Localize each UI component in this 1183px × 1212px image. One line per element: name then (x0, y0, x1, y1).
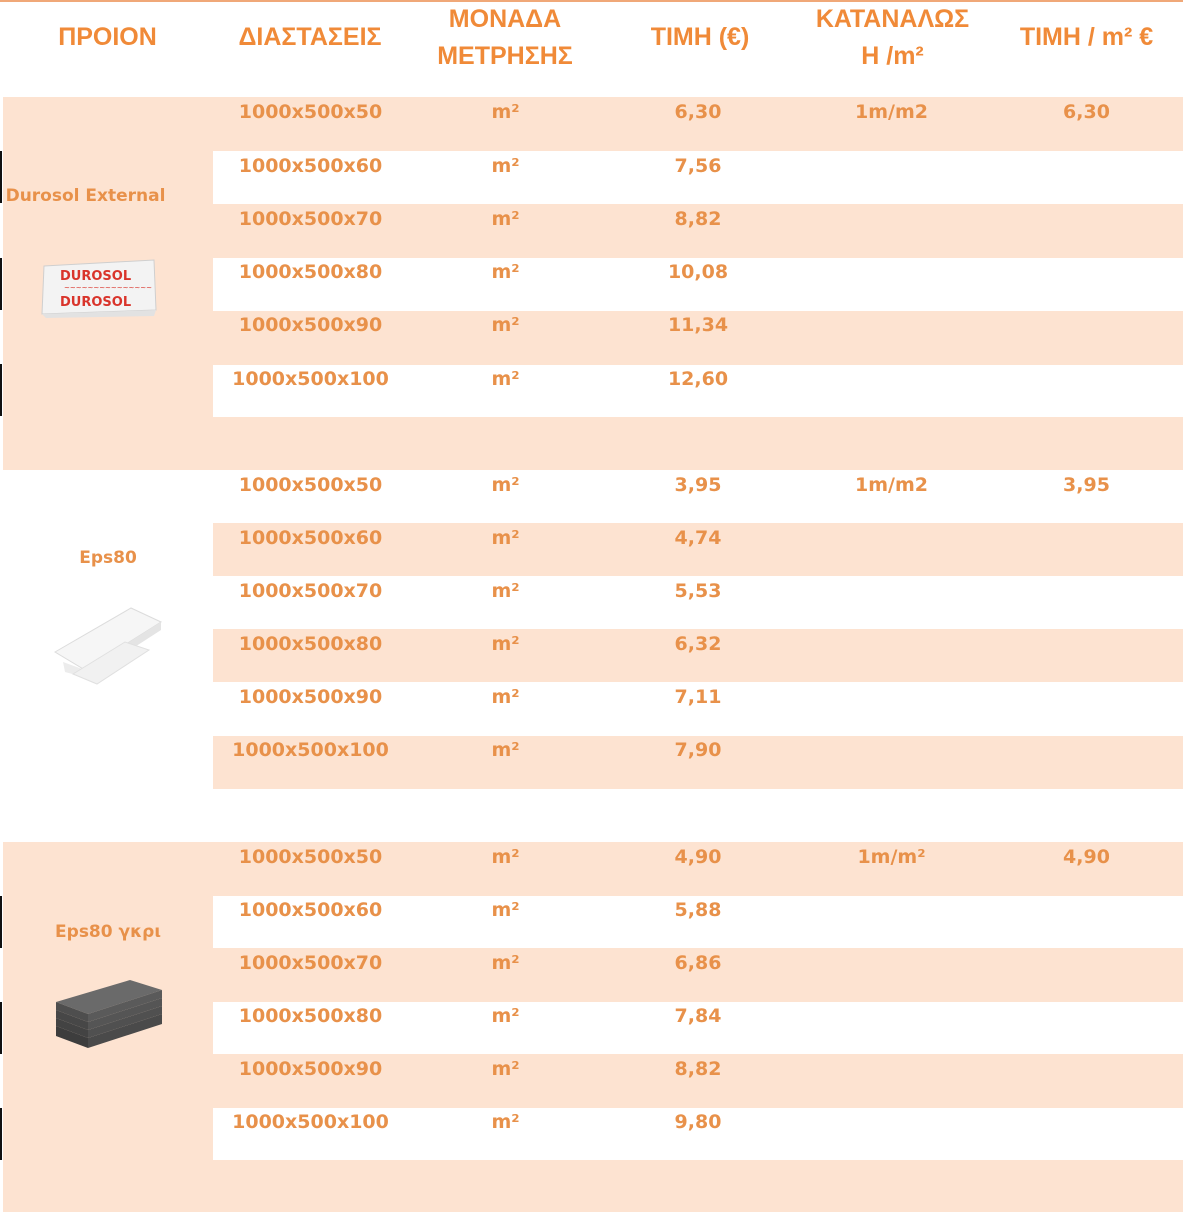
cell-price: 5,88 (674, 899, 722, 921)
cell-price: 4,74 (674, 527, 722, 549)
border-tick (0, 1108, 2, 1160)
cell-dimensions: 1000x500x70 (238, 208, 383, 230)
cell-dimensions: 1000x500x60 (238, 155, 383, 177)
cell-consumption: 1m/m2 (855, 101, 928, 123)
row-band (213, 417, 1183, 470)
cell-dimensions: 1000x500x90 (238, 314, 383, 336)
border-tick (0, 1002, 2, 1054)
cell-dimensions: 1000x500x80 (238, 1005, 383, 1027)
cell-unit: m² (491, 314, 520, 336)
cell-unit: m² (491, 368, 520, 390)
white-eps-boards-icon (45, 600, 165, 686)
cell-consumption: 1m/m2 (855, 474, 928, 496)
cell-unit: m² (491, 846, 520, 868)
cell-unit: m² (491, 1058, 520, 1080)
cell-unit: m² (491, 1111, 520, 1133)
cell-unit: m² (491, 261, 520, 283)
header-unit-line1: ΜΟΝΑΔΑ (448, 5, 562, 33)
cell-price: 6,30 (674, 101, 722, 123)
header-price: ΤΙΜΗ (€) (650, 23, 750, 51)
cell-unit: m² (491, 952, 520, 974)
durosol-package-icon (38, 258, 158, 320)
cell-price: 6,86 (674, 952, 722, 974)
cell-dimensions: 1000x500x80 (238, 261, 383, 283)
cell-price-per-m2: 3,95 (1063, 474, 1110, 496)
cell-price: 11,34 (667, 314, 729, 336)
header-unit-line2: ΜΕΤΡΗΣΗΣ (437, 42, 573, 70)
cell-dimensions: 1000x500x100 (232, 1111, 389, 1133)
cell-price: 7,11 (674, 686, 722, 708)
cell-price: 7,90 (674, 739, 722, 761)
border-tick (0, 364, 2, 416)
cell-price: 9,80 (674, 1111, 722, 1133)
border-tick (0, 151, 2, 203)
header-price-per-m2: ΤΙΜΗ / m² € (1019, 23, 1154, 51)
cell-price-per-m2: 6,30 (1063, 101, 1110, 123)
cell-unit: m² (491, 1005, 520, 1027)
header-consumption-line1: ΚΑΤΑΝΑΛΩΣ (815, 5, 970, 33)
cell-price: 7,56 (674, 155, 722, 177)
cell-price: 4,90 (674, 846, 722, 868)
cell-dimensions: 1000x500x80 (238, 633, 383, 655)
cell-dimensions: 1000x500x100 (232, 368, 389, 390)
cell-dimensions: 1000x500x50 (238, 846, 383, 868)
cell-unit: m² (491, 580, 520, 602)
cell-price: 3,95 (674, 474, 722, 496)
cell-price: 8,82 (674, 208, 722, 230)
cell-unit: m² (491, 899, 520, 921)
product-name: Eps80 γκρι (55, 922, 161, 942)
cell-price: 6,32 (674, 633, 722, 655)
product-name: Durosol External (5, 186, 166, 206)
cell-price: 5,53 (674, 580, 722, 602)
cell-dimensions: 1000x500x90 (238, 686, 383, 708)
svg-text:DUROSOL: DUROSOL (60, 295, 132, 310)
cell-consumption: 1m/m² (857, 846, 926, 868)
cell-price-per-m2: 4,90 (1063, 846, 1110, 868)
cell-unit: m² (491, 739, 520, 761)
border-tick (0, 258, 2, 310)
cell-dimensions: 1000x500x50 (238, 101, 383, 123)
cell-unit: m² (491, 208, 520, 230)
header-consumption-line2: Η /m² (861, 42, 924, 70)
product-name: Eps80 (79, 548, 137, 568)
cell-dimensions: 1000x500x70 (238, 952, 383, 974)
cell-unit: m² (491, 686, 520, 708)
header-dimensions: ΔΙΑΣΤΑΣΕΙΣ (238, 23, 382, 51)
cell-dimensions: 1000x500x70 (238, 580, 383, 602)
cell-dimensions: 1000x500x90 (238, 1058, 383, 1080)
row-band (213, 1160, 1183, 1212)
cell-unit: m² (491, 474, 520, 496)
cell-dimensions: 1000x500x50 (238, 474, 383, 496)
cell-dimensions: 1000x500x60 (238, 527, 383, 549)
border-tick (0, 896, 2, 948)
cell-unit: m² (491, 155, 520, 177)
cell-price: 8,82 (674, 1058, 722, 1080)
cell-unit: m² (491, 633, 520, 655)
cell-price: 7,84 (674, 1005, 722, 1027)
cell-dimensions: 1000x500x60 (238, 899, 383, 921)
grey-eps-boards-icon (52, 972, 166, 1052)
cell-unit: m² (491, 527, 520, 549)
cell-unit: m² (491, 101, 520, 123)
cell-price: 10,08 (667, 261, 729, 283)
svg-text:DUROSOL: DUROSOL (60, 269, 132, 284)
header-product: ΠΡΟΙΟΝ (58, 23, 157, 51)
cell-price: 12,60 (667, 368, 729, 390)
cell-dimensions: 1000x500x100 (232, 739, 389, 761)
svg-text:~~~~~~~~~~~~~~~: ~~~~~~~~~~~~~~~ (64, 284, 152, 292)
